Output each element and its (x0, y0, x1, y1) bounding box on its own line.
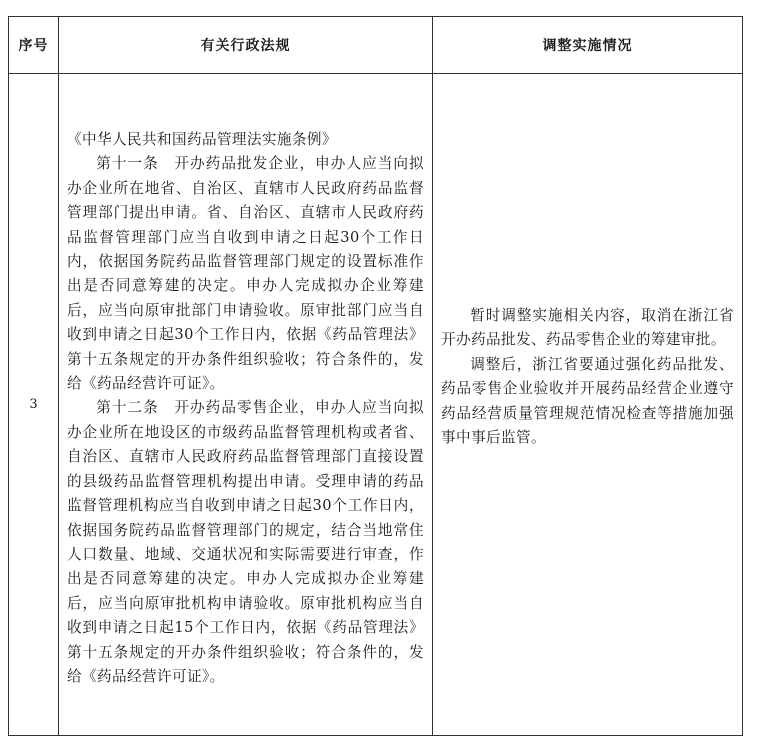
law-cell (59, 74, 433, 736)
regulation-title: 《中华人民共和国药品管理法实施条例》 (67, 131, 337, 148)
adjustment-paragraph-2: 调整后，浙江省要通过强化药品批发、药品零售企业验收并开展药品经营企业遵守药品经营质量管理规范情况检查等措施加强事中事后监管。 (441, 355, 734, 447)
article-eleven: 第十一条 开办药品批发企业，申办人应当向拟办企业所在地省、自治区、直辖市人民政府药品监督管理部门提出申请。省、自治区、直辖市人民政府药品监督管理部门应当自收到申请之日起30个工作日内，依据国务院药品监督管理部门规定的设置标准作出是否同意筹建的决定。申办人完成拟办企业筹建后，应当向原审批部门申请验收。原审批部门应当自收到申请之日起30个工作日内，依据《药品管理法》第十五条规定的开办条件组织验收；符合条件的，发给《药品经营许可证》。 (67, 155, 424, 393)
adjustment-cell (433, 74, 743, 736)
header-serial-number: 序号 (9, 17, 59, 74)
adjustment-paragraph-1: 暂时调整实施相关内容，取消在浙江省开办药品批发、药品零售企业的筹建审批。 (441, 307, 734, 349)
header-administrative-regulation: 有关行政法规 (59, 17, 433, 74)
table-header-row (9, 17, 743, 74)
row-serial-number: 3 (9, 74, 59, 736)
table-row (9, 74, 743, 736)
header-adjustment-status: 调整实施情况 (433, 17, 743, 74)
regulation-adjustment-table (8, 16, 743, 736)
document-page (8, 16, 742, 736)
article-twelve: 第十二条 开办药品零售企业，申办人应当向拟办企业所在地设区的市级药品监督管理机构或者省、自治区、直辖市人民政府药品监督管理部门直接设置的县级药品监督管理机构提出申请。受理申请的药品监督管理机构应当自收到申请之日起30个工作日内，依据国务院药品监督管理部门的规定，结合当地常住人口数量、地域、交通状况和实际需要进行审查，作出是否同意筹建的决定。申办人完成拟办企业筹建后，应当向原审批机构申请验收。原审批机构应当自收到申请之日起15个工作日内，依据《药品管理法》第十五条规定的开办条件组织验收；符合条件的，发给《药品经营许可证》。 (67, 399, 424, 685)
